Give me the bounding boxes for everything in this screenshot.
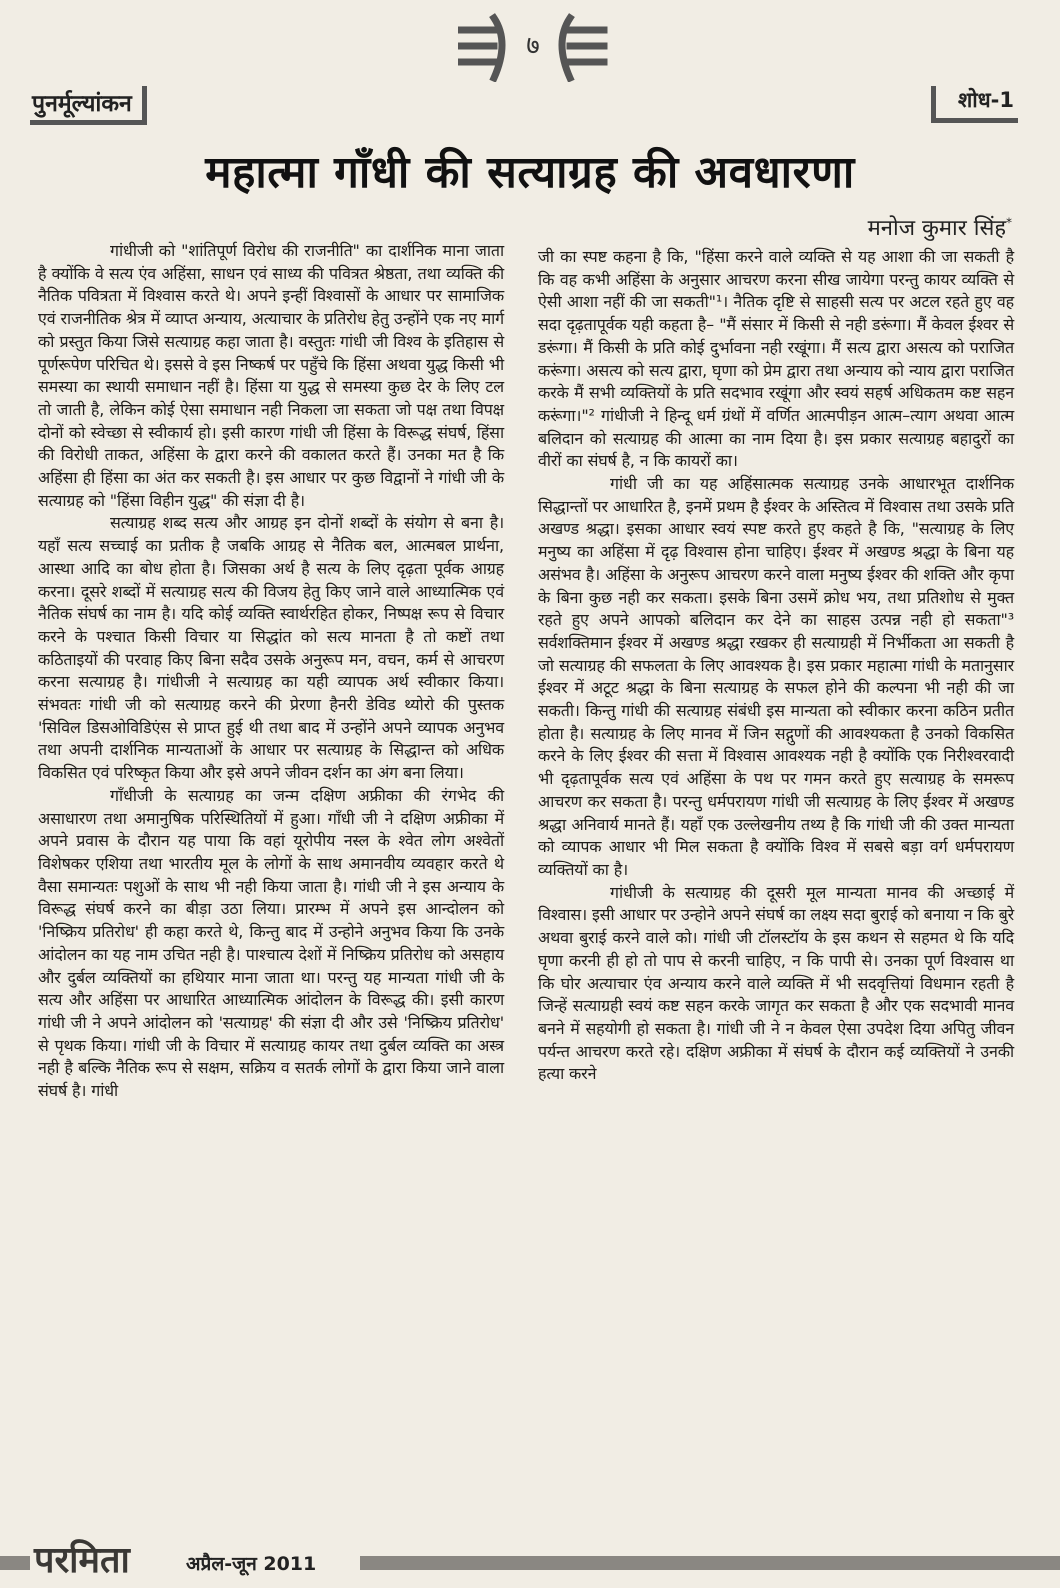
magazine-name: परमिता <box>34 1540 130 1581</box>
page-number-ornament <box>458 12 608 82</box>
left-column <box>38 240 504 1103</box>
paragraph: गाँधीजी के सत्याग्रह का जन्म दक्षिण अफ्रीका की रंगभेद की असाधारण तथा अमानुषिक परिस्थितियों में हुआ। गाँधी जी ने दक्षिण अफ्रीका में अपने प्रवास के दौरान यह पाया कि वहां यूरोपीय नस्ल के श्वेत लोग अश्वेतों विशेषकर एशिया तथा भारतीय मूल के लोगों के साथ अमानवीय व्यवहार करते थे वैसा समान्यतः पशुओं के साथ भी नही किया जाता है। गांधी जी ने इस अन्याय के विरूद्ध संघर्ष करने का बीड़ा उठा लिया। प्रारम्भ में अपने इस आन्दोलन को 'निष्क्रिय प्रतिरोध' ही कहा करते थे, किन्तु बाद में उन्होने अनुभव किया कि उनके आंदोलन का यह नाम उचित नही है। पाश्चात्य देशों में निष्क्रिय प्रतिरोध को असहाय और दुर्बल व्यक्तियों का हथियार माना जाता था। परन्तु यह मान्यता गांधी जी के सत्य और अहिंसा पर आधारित आध्यात्मिक आंदोलन के विरूद्ध की। इसी कारण गांधी जी ने अपने आंदोलन को 'सत्याग्रह' की संज्ञा दी और उसे 'निष्क्रिय प्रतिरोध' से पृथक किया। गांधी जी के विचार में सत्याग्रह कायर तथा दुर्बल व्यक्ति का अस्त्र नही है बल्कि नैतिक रूप से सक्षम, सक्रिय व सतर्क लोगों के द्वारा किया जाने वाला संघर्ष है। गांधी <box>38 785 504 1101</box>
issue-date: अप्रैल-जून 2011 <box>186 1553 317 1575</box>
page-number: ७ <box>526 31 540 61</box>
paragraph: सत्याग्रह शब्द सत्य और आग्रह इन दोनों शब्दों के संयोग से बना है। यहाँ सत्य सच्चाई का प्रतीक है जबकि आग्रह से नैतिक बल, आत्मबल प्रार्थना, आस्था आदि का बोध होता है। जिसका अर्थ है सत्य के लिए दृढ़ता पूर्वक आग्रह करना। दूसरे शब्दों में सत्याग्रह सत्य की विजय हेतु किए जाने वाले आध्यात्मिक एवं नैतिक संघर्ष का नाम है। यदि कोई व्यक्ति स्वार्थरहित होकर, निष्पक्ष रूप से विचार करने के पश्चात किसी विचार या सिद्धांत को सत्य मानता है तो कष्टों तथा कठिताइयों की परवाह किए बिना सदैव उसके अनुरूप मन, वचन, कर्म से आचरण करना सत्याग्रह है। गांधीजी ने सत्याग्रह का यही व्यापक अर्थ स्वीकार किया। संभवतः गांधी जी को सत्याग्रह करने की प्रेरणा हैनरी डेविड थ्योरो की पुस्तक 'सिविल डिसओविडिएंस से प्राप्त हुई थी तथा बाद में उन्होंने अपने व्यापक अनुभव तथा अपनी दार्शनिक मान्यताओं के आधार पर सत्याग्रह के सिद्धान्त को अधिक विकसित एवं परिष्कृत किया और इसे अपने जीवन दर्शन का अंग बना लिया। <box>38 513 504 783</box>
section-label-right: शोध-1 <box>931 86 1018 123</box>
footer-rule-left <box>0 1556 30 1570</box>
paragraph: गांधी जी का यह अहिंसात्मक सत्याग्रह उनके आधारभूत दार्शनिक सिद्धान्तों पर आधारित है, इनमें प्रथम है ईश्वर के अस्तित्व में विश्वास तथा उसके प्रति अखण्ड श्रद्धा। इसका आधार स्वयं स्पष्ट करते हुए कहते है कि, "सत्याग्रह के लिए मनुष्य का अहिंसा में दृढ़ विश्वास होना चाहिए। ईश्वर में अखण्ड श्रद्धा के बिना यह असंभव है। अहिंसा के अनुरूप आचरण करने वाला मनुष्य ईश्वर की शक्ति और कृपा के बिना कुछ नही कर सकता। इसके बिना उसमें क्रोध भय, तथा प्रतिशोध से मुक्त रहते हुए अपने आपको बलिदान कर देने का साहस उत्पन्न नही हो सकता"³ सर्वशक्तिमान ईश्वर में अखण्ड श्रद्धा रखकर ही सत्याग्रही में निर्भीकता आ सकती है जो सत्याग्रह की सफलता के लिए आवश्यक है। इस प्रकार महात्मा गांधी के मतानुसार ईश्वर में अटूट श्रद्धा के बिना सत्याग्रह के सफल होने की कल्पना भी नही की जा सकती। किन्तु गांधी की सत्याग्रह संबंधी इस मान्यता को स्वीकार करना कठिन प्रतीत होता है। सत्याग्रह के लिए मानव में जिन सद्गुणों की आवश्यकता है उनको विकसित करने के लिए ईश्वर की सत्ता में विश्वास आवश्यक नही है क्योंकि एक निरीश्वरवादी भी दृढ़तापूर्वक सत्य एवं अहिंसा के पथ पर गमन करते हुए सत्याग्रह के समरूप आचरण कर सकता है। परन्तु धर्मपरायण गांधी जी सत्याग्रह के लिए ईश्वर में अखण्ड श्रद्धा अनिवार्य मानते हैं। यहाँ एक उल्लेखनीय तथ्य है कि गांधी जी की उक्त मान्यता को व्यापक आधार भी मिल सकता है क्योंकि विश्व में सबसे बड़ा वर्ग धर्मपरायण व्यक्तियों का है। <box>538 474 1014 879</box>
paragraph: जी का स्पष्ट कहना है कि, "हिंसा करने वाले व्यक्ति से यह आशा की जा सकती है कि वह कभी अहिंसा के अनुसार आचरण करना सीख जायेगा परन्तु कायर व्यक्ति से ऐसी आशा नहीं की जा सकती"¹। नैतिक दृष्टि से साहसी सत्य पर अटल रहते हुए वह सदा दृढ़तापूर्वक यही कहता है– "मैं संसार में किसी से नही डरूंगा। मैं केवल ईश्वर से डरूंगा। मैं किसी के प्रति कोई दुर्भावना नही रखूंगा। मैं सत्य द्वारा असत्य को पराजित करूंगा। असत्य को सत्य द्वारा, घृणा को प्रेम द्वारा तथा अन्याय को न्याय द्वारा पराजित करके मैं सभी व्यक्तियों के प्रति सदभाव रखूंगा और स्वयं सहर्ष अधिकतम कष्ट सहन करूंगा।"² गांधीजी ने हिन्दू धर्म ग्रंथों में वर्णित आत्मपीड़न आत्म–त्याग अथवा आत्म बलिदान को सत्याग्रह की आत्मा का नाम दिया है। इस प्रकार सत्याग्रह बहादुरों का वीरों का संघर्ष है, न कि कायरों का। <box>538 247 1014 471</box>
author-line <box>868 212 1012 242</box>
footer-rule-right <box>360 1556 1060 1570</box>
section-label-left: पुनर्मूल्यांकन <box>30 86 147 125</box>
paragraph: गांधीजी के सत्याग्रह की दूसरी मूल मान्यता मानव की अच्छाई में विश्वास। इसी आधार पर उन्होने अपने संघर्ष का लक्ष्य सदा बुराई को बनाया न कि बुरे अथवा बुराई करने वाले को। गांधी जी टॉलस्टॉय के इस कथन से सहमत थे कि यदि घृणा करनी ही हो तो पाप से करनी चाहिए, न कि पापी से। उनका पूर्ण विश्वास था कि घोर अत्याचार एंव अन्याय करने वाले व्यक्ति में भी सदवृत्तियां विधमान रहती है जिन्हें सत्याग्रही स्वयं कष्ट सहन करके जागृत कर सकता है और एक सदभावी मानव बनने में सहयोगी हो सकता है। गांधी जी ने न केवल ऐसा उपदेश दिया अपितु जीवन पर्यन्त आचरण करते रहे। दक्षिण अफ्रीका में संघर्ष के दौरान कई व्यक्तियों ने उनकी हत्या करने <box>538 882 1014 1084</box>
paragraph: गांधीजी को "शांतिपूर्ण विरोध की राजनीति" का दार्शनिक माना जाता है क्योंकि वे सत्य एंव अहिंसा, साधन एवं साध्य की पवित्रत श्रेष्ठता, तथा व्यक्ति की नैतिक पवित्रता में विश्वास करते थे। अपने इन्हीं विश्वासों के आधार पर सामाजिक एवं राजनीतिक श्रेत्र में व्याप्त अन्याय, अत्याचार के प्रतिरोध हेतु उन्होंने एक नए मार्ग को प्रस्तुत किया जिसे सत्याग्रह कहा जाता है। वस्तुतः गांधी जी विश्व के इतिहास से पूर्णरूपेण परिचित थे। इससे वे इस निष्कर्ष पर पहुँचे कि हिंसा अथवा युद्ध किसी भी समस्या का स्थायी समाधान नहीं है। हिंसा या युद्ध से समस्या कुछ देर के लिए टल तो जाती है, लेकिन कोई ऐसा समाधान नही निकला जा सकता जो पक्ष तथा विपक्ष दोनों को स्वेच्छा से स्वीकार्य हो। इसी कारण गांधी जी हिंसा के विरूद्ध संघर्ष, हिंसा की विरोधी ताकत, अहिंसा के द्वारा करने की वकालत करते हैं। उनका मत है कि अहिंसा ही हिंसा का अंत कर सकती है। इस आधार पर कुछ विद्वानों ने गांधी जी के सत्याग्रह को "हिंसा विहीन युद्ध" की संज्ञा दी है। <box>38 241 504 510</box>
page-footer <box>0 1534 1060 1588</box>
article-title: महात्मा गाँधी की सत्याग्रह की अवधारणा <box>205 147 855 198</box>
author-footnote-mark: * <box>1006 215 1012 230</box>
author-name: मनोज कुमार सिंह <box>867 216 1006 241</box>
right-column <box>538 246 1014 1086</box>
